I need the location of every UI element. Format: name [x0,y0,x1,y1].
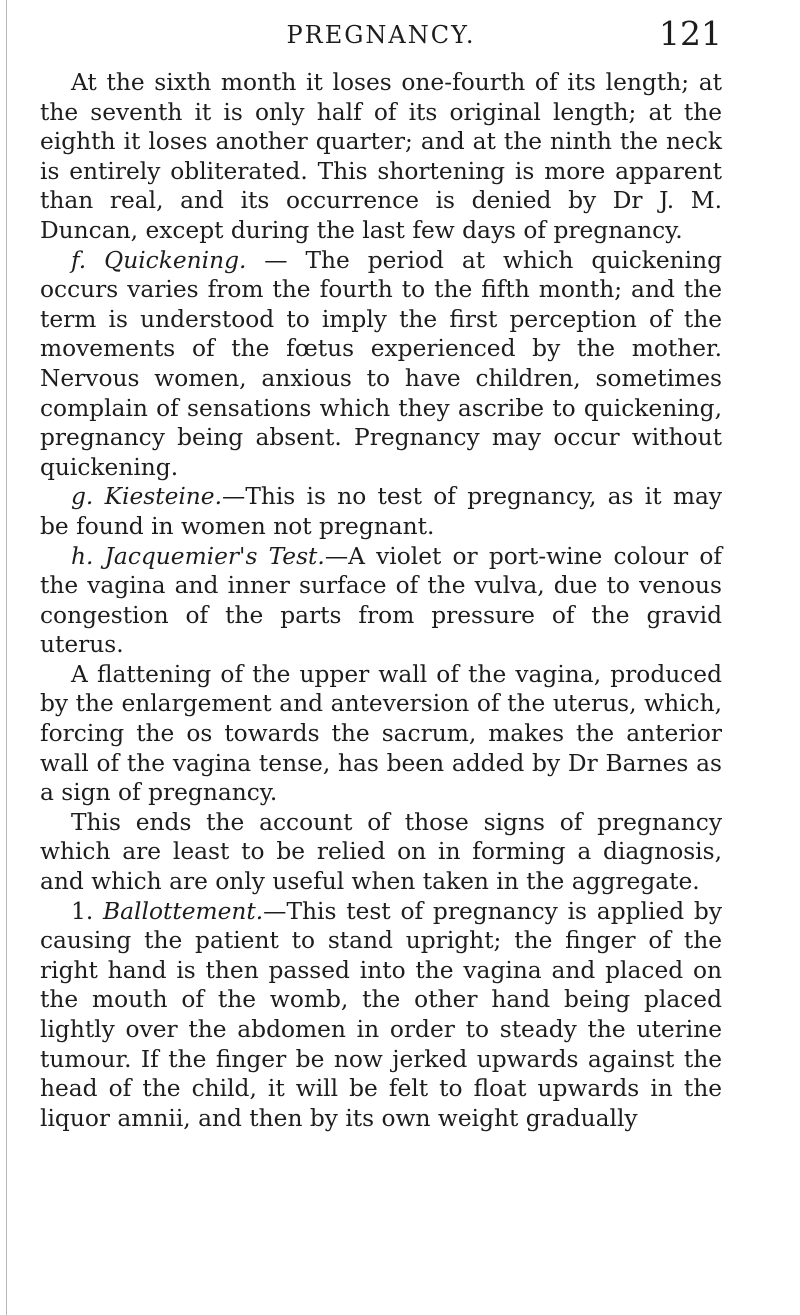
page-number: 121 [659,14,722,53]
paragraph-quickening [40,246,722,483]
paragraph-text: At the sixth month it loses one-fourth of its length; at the seventh it is only half of its original length; at the eighth it loses another quarter; and at the ninth the neck is entirely obliterated. This shortening is more apparent than real, and its occurrence is denied by Dr J. M. Duncan, except during the last few days of pregnancy. [40,69,722,244]
page-edge-line [6,0,7,1315]
paragraph-text: A violet or port-wine colour of the vagina and inner surface of the vulva, due to venous congestion of the parts from pressure of the gravid uterus. [40,542,722,659]
section-label: f. [71,246,87,274]
section-label: h. [71,542,94,570]
running-head [40,14,722,53]
section-title: Kiesteine. [104,483,223,511]
paragraph-text: This is no test of pregnancy, as it may be found in women not pregnant. [40,483,722,540]
paragraph-kiesteine [40,482,722,541]
title-separator: — [222,483,246,511]
title-separator: — [324,542,349,570]
paragraph-text: A flattening of the upper wall of the vagina, produced by the enlargement and anteversion of the uterus, which, forcing the os towards the sacrum, makes the anterior wall of the vagina tense, has been added by Dr Barnes as a sign of pregnancy. [40,660,722,807]
section-title: Quickening. [104,246,247,274]
section-label: g. [71,483,94,511]
paragraph-account-end [40,808,722,897]
paragraph-text: This test of pregnancy is applied by causing the patient to stand upright; the finger of the right hand is then passed into the vagina and placed on the mouth of the womb, the other hand being placed lightly over the abdomen in order to steady the uterine tumour. If the finger be now jerked upwards against the head of the child, it will be felt to float upwards in the liquor amnii, and then by its own weight gradually [40,897,723,1132]
paragraph-text: The period at which quickening occurs varies from the fourth to the fifth month; and the term is understood to imply the first perception of the movements of the fœtus experienced by the mother. Nervous women, anxious to have children, sometimes complain of sensations which they ascribe to quickening, pregnancy being absent. Pregnancy may occur without quickening. [40,246,723,481]
title-separator: — [246,246,306,274]
paragraph-ballottement [40,897,722,1134]
running-title: PREGNANCY. [286,21,476,49]
paragraph-neck-length [40,68,722,246]
body-text [40,68,722,1133]
section-title: Jacquemier's Test. [104,542,325,570]
section-label: 1. [71,897,94,925]
title-separator: — [263,897,287,925]
section-title: Ballottement. [103,897,264,925]
paragraph-barnes-sign [40,660,722,808]
paragraph-text: This ends the account of those signs of pregnancy which are least to be relied on in forming a diagnosis, and which are only useful when taken in the aggregate. [40,808,722,896]
paragraph-jacquemier-test [40,542,722,660]
